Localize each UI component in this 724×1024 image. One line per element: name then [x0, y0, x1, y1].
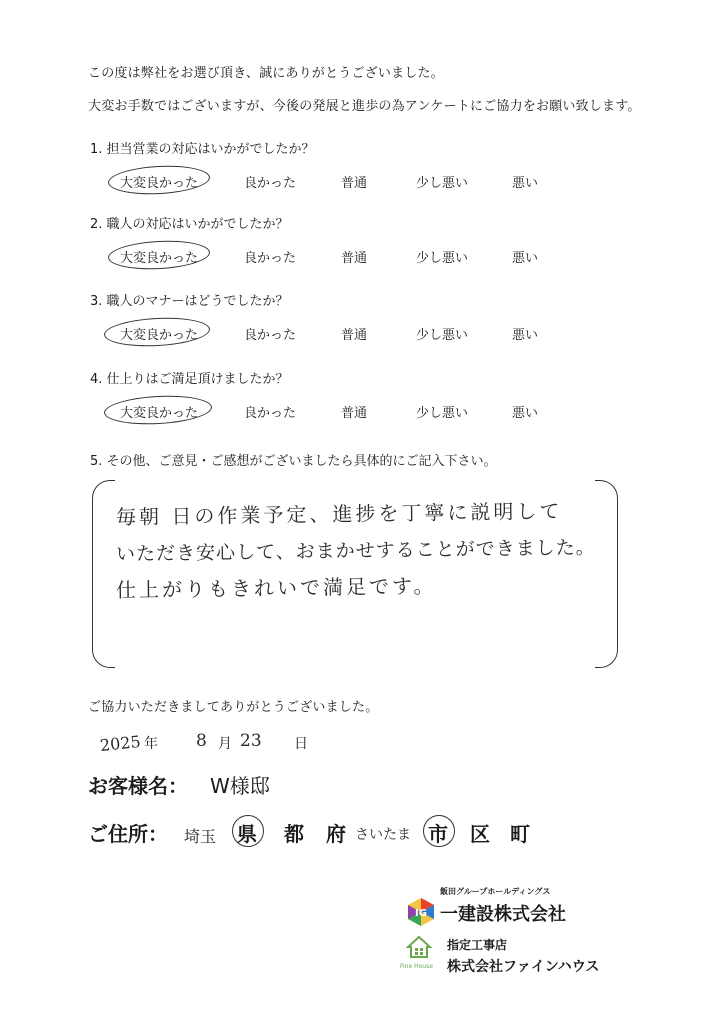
option-slightly-bad[interactable]: 少し悪い [416, 251, 469, 266]
designated-label: 指定工事店 [447, 938, 508, 952]
intro-line-2: 大変お手数ではございますが、今後の発展と進歩の為アンケートにご協力をお願い致します。 [88, 99, 641, 114]
question-3-label: 3. 職人のマナーはどうでしたか？ [90, 294, 289, 309]
address-to: 都 [284, 822, 304, 846]
option-slightly-bad[interactable]: 少し悪い [416, 328, 469, 343]
question-4-label: 4. 仕上りはご満足頂けましたか？ [90, 372, 289, 387]
option-bad[interactable]: 悪い [512, 328, 539, 343]
option-normal[interactable]: 普通 [341, 251, 368, 266]
group-name: 飯田グループホールディングス [440, 887, 551, 896]
option-good[interactable]: 良かった [244, 251, 297, 266]
option-normal[interactable]: 普通 [341, 406, 368, 421]
date-year-unit: 年 [144, 736, 158, 752]
option-slightly-bad[interactable]: 少し悪い [416, 176, 469, 191]
question-5-label: 5. その他、ご意見・ご感想がございましたら具体的にご記入下さい。 [90, 454, 497, 469]
option-very-good[interactable]: 大変良かった [120, 406, 199, 421]
address-ken: 県 [237, 822, 257, 846]
comment-bracket-left [92, 480, 115, 668]
date-year-value[interactable]: 2025 [99, 731, 142, 756]
customer-name: W様邸 [210, 774, 270, 798]
option-good[interactable]: 良かった [244, 406, 297, 421]
intro-line-1: この度は弊社をお選び頂き、誠にありがとうございました。 [88, 66, 444, 81]
question-1-label: 1. 担当営業の対応はいかがでしたか？ [90, 142, 315, 157]
option-very-good[interactable]: 大変良かった [120, 251, 199, 266]
comment-line-1: 毎朝 日の作業予定、進捗を丁寧に説明して [115, 498, 563, 530]
option-bad[interactable]: 悪い [512, 251, 539, 266]
option-normal[interactable]: 普通 [341, 328, 368, 343]
ig-logo-icon [406, 897, 436, 927]
date-month-unit: 月 [218, 736, 232, 752]
address-prefecture-hand: 埼玉 [184, 827, 217, 846]
option-slightly-bad[interactable]: 少し悪い [416, 406, 469, 421]
option-bad[interactable]: 悪い [512, 176, 539, 191]
fine-house-logo-icon [406, 935, 432, 961]
customer-label: お客様名： [88, 774, 188, 798]
option-normal[interactable]: 普通 [341, 176, 368, 191]
date-month-value[interactable]: 8 [196, 731, 207, 751]
option-bad[interactable]: 悪い [512, 406, 539, 421]
fine-house-logo-text: Fine House [400, 963, 433, 970]
address-ku: 区 [470, 822, 490, 846]
option-very-good[interactable]: 大変良かった [120, 176, 199, 191]
option-good[interactable]: 良かった [244, 328, 297, 343]
comment-line-3: 仕上がりもきれいで満足です。 [115, 573, 437, 603]
option-very-good[interactable]: 大変良かった [120, 328, 199, 343]
ig-logo-text: IG [415, 908, 427, 919]
address-machi: 町 [510, 822, 530, 846]
date-day-value[interactable]: 23 [240, 731, 262, 751]
address-city-hand: さいたま [355, 827, 411, 843]
thanks-text: ご協力いただきましてありがとうございました。 [88, 700, 379, 715]
address-fu: 府 [326, 822, 346, 846]
date-day-unit: 日 [294, 736, 308, 752]
address-label: ご住所： [88, 822, 168, 846]
option-good[interactable]: 良かった [244, 176, 297, 191]
comment-line-2: いただき安心して、おまかせすることができました。 [115, 536, 596, 566]
comment-bracket-right [595, 480, 618, 668]
comment-box[interactable] [92, 480, 618, 666]
address-shi: 市 [428, 822, 448, 846]
question-2-label: 2. 職人の対応はいかがでしたか？ [90, 217, 289, 232]
shop-name: 株式会社ファインハウス [447, 959, 600, 975]
company-name: 一建設株式会社 [440, 904, 566, 925]
